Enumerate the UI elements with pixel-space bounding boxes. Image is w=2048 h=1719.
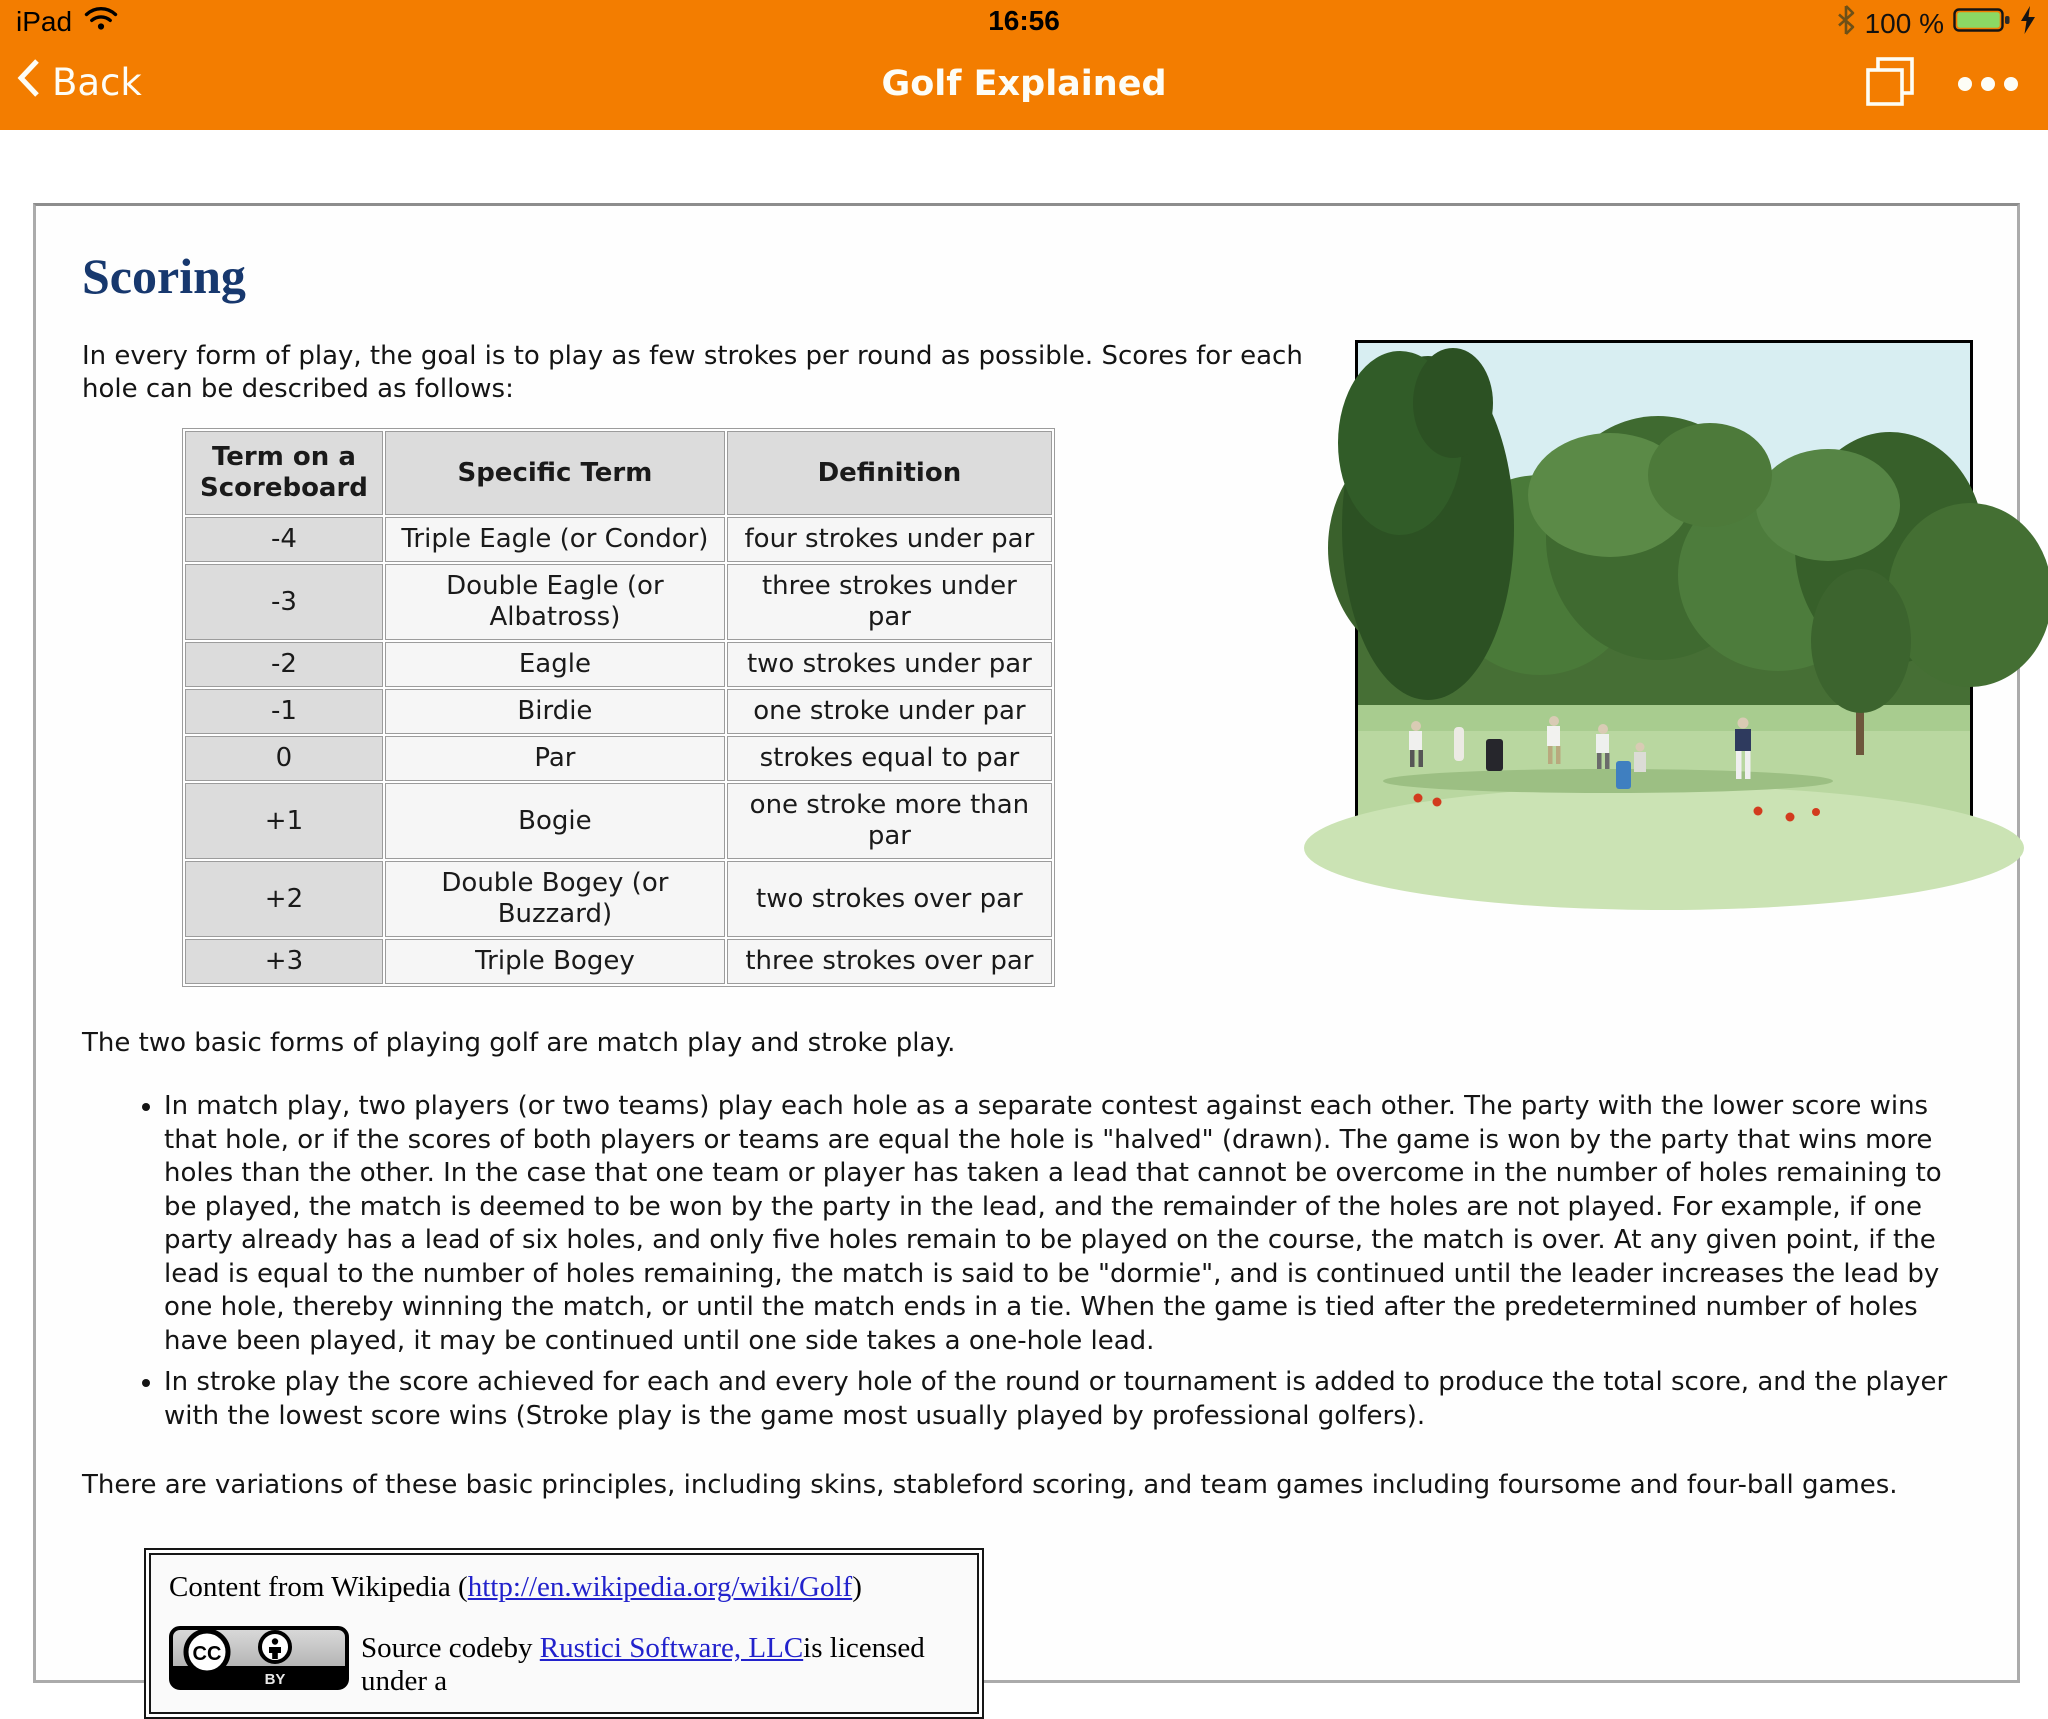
carrier-label: iPad xyxy=(16,5,73,37)
attribution-line2 xyxy=(169,1626,959,1698)
article-panel[interactable] xyxy=(33,203,2020,1697)
more-options-button[interactable] xyxy=(1958,77,2018,91)
ellipsis-icon xyxy=(1958,77,1972,91)
variations-paragraph: There are variations of these basic principles, including skins, stableford scoring, and team games including foursome and four-ball games. xyxy=(82,1470,1898,1500)
table-row: -4 Triple Eagle (or Condor) four strokes under par xyxy=(185,517,1052,562)
svg-text:CC: CC xyxy=(192,1643,222,1665)
section-heading: Scoring xyxy=(82,248,246,304)
license-text: Source codeby Rustici Software, LLCis licensed under a xyxy=(361,1632,925,1697)
bluetooth-icon xyxy=(1836,4,1856,43)
charging-bolt-icon xyxy=(2020,6,2036,41)
scoring-table xyxy=(182,428,1055,987)
ellipsis-icon xyxy=(2004,77,2018,91)
ellipsis-icon xyxy=(1981,77,1995,91)
table-row: -1 Birdie one stroke under par xyxy=(185,689,1052,734)
rustici-link[interactable]: Rustici Software, LLC xyxy=(539,1632,804,1664)
attribution-line1: Content from Wikipedia (http://en.wikipedia.org/wiki/Golf) xyxy=(169,1571,862,1603)
svg-text:BY: BY xyxy=(264,1671,286,1688)
status-bar xyxy=(0,0,2048,42)
back-label: Back xyxy=(52,61,142,104)
golf-course-photo xyxy=(1355,340,1973,852)
forms-paragraph: The two basic forms of playing golf are match play and stroke play. xyxy=(82,1028,956,1058)
column-header: Term on a Scoreboard xyxy=(185,431,383,515)
page-title: Golf Explained xyxy=(881,64,1167,104)
clock: 16:56 xyxy=(988,5,1060,36)
list-item: • In stroke play the score achieved for each and every hole of the round or tournament is added to produce the total score, and the player with the lowest score wins (Stroke play is the game most usually played by professional golfers). xyxy=(164,1366,1973,1433)
table-row: -3 Double Eagle (or Albatross) three strokes under par xyxy=(185,564,1052,640)
column-header: Specific Term xyxy=(385,431,725,515)
column-header: Definition xyxy=(727,431,1052,515)
table-header-row xyxy=(185,431,1052,515)
table-row: 0 Par strokes equal to par xyxy=(185,736,1052,781)
pages-icon[interactable] xyxy=(1864,56,1916,112)
cc-by-badge-icon xyxy=(169,1626,349,1698)
nav-bar xyxy=(0,42,2048,130)
table-row: +1 Bogie one stroke more than par xyxy=(185,783,1052,859)
battery-percent: 100 % xyxy=(1864,7,1944,39)
list-item: • In match play, two players (or two teams) play each hole as a separate contest against each other. The party with the lower score wins that hole, or if the scores of both players or teams are equal the hole is "halved" (drawn). The game is won by the party that wins more holes than the other. In the case that one team or player has taken a lead that cannot be overcome in the number of holes remaining to be played, the match is deemed to be won by the party in the lead, and the remainder of the holes are not played. For example, if one party already has a lead of six holes, and only five holes remain to be played on the course, the match is over. At any given point, if the lead is equal to the number of holes remaining, the match is said to be "dormie", and is continued until the leader increases the lead by one hole, thereby winning the match, or until the match ends in a tie. When the game is tied after the predetermined number of holes have been played, it may be continued until one side takes a one-hole lead. xyxy=(164,1090,1973,1358)
battery-icon xyxy=(1953,7,2011,40)
table-row: +2 Double Bogey (or Buzzard) two strokes over par xyxy=(185,861,1052,937)
table-row: -2 Eagle two strokes under par xyxy=(185,642,1052,687)
header-bar xyxy=(0,0,2048,130)
intro-paragraph: In every form of play, the goal is to play as few strokes per round as possible. Scores for each hole can be described as follows: xyxy=(82,340,1973,406)
table-row: +3 Triple Bogey three strokes over par xyxy=(185,939,1052,984)
play-forms-list xyxy=(82,1090,1973,1433)
wikipedia-link[interactable]: http://en.wikipedia.org/wiki/Golf xyxy=(467,1571,853,1603)
attribution-box xyxy=(144,1548,984,1719)
